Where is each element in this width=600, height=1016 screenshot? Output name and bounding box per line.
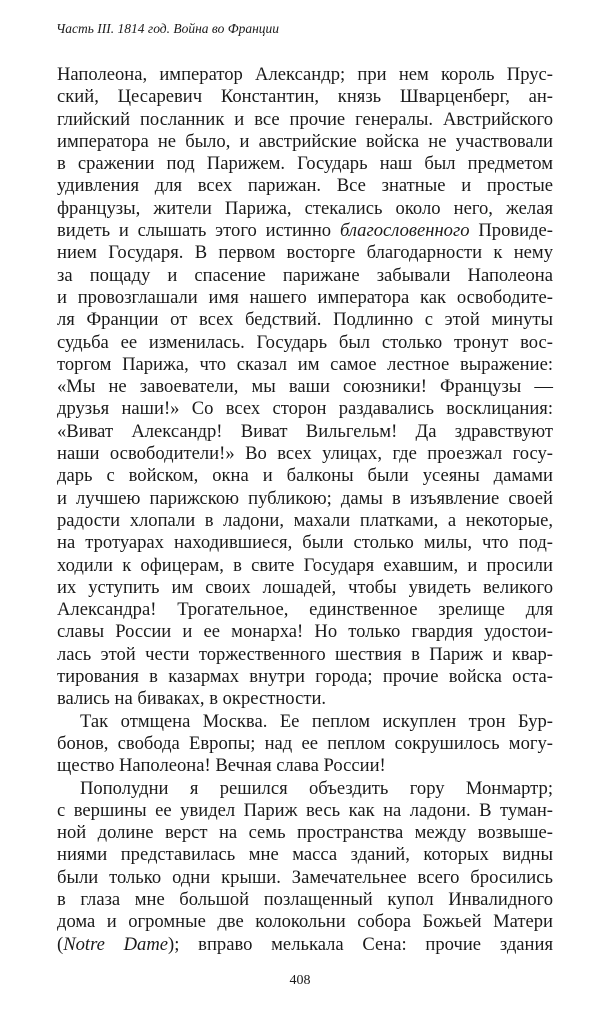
text-segment: ский, Цесаревич Константин, князь Шварценберг, ан- [57, 86, 553, 108]
text-line [57, 265, 553, 287]
text-segment: «Мы не завоеватели, мы ваши союзники! Французы — [57, 376, 553, 398]
body-text [57, 64, 553, 956]
text-line [57, 287, 553, 309]
text-line [57, 644, 553, 666]
text-segment: славы России и ее монарха! Но только гвардия удостои- [57, 621, 553, 643]
italic-text: Notre Dame [63, 933, 169, 955]
text-line [57, 354, 553, 376]
text-line [57, 934, 553, 956]
text-segment: и лучшею парижскою публикою; дамы в изъявление своей [57, 487, 553, 509]
text-line [57, 443, 553, 465]
text-segment: нием Государя. В первом восторге благодарности к нему [57, 242, 553, 264]
text-segment: глийский посланник и все прочие генералы. Австрийского [57, 108, 553, 130]
text-segment: торгом Парижа, что сказал им самое лестное выражение: [57, 353, 553, 375]
text-segment: судьба ее изменилась. Государь был столько тронут вос- [57, 331, 553, 353]
text-line [57, 555, 553, 577]
text-line [57, 778, 553, 800]
text-line [57, 465, 553, 487]
text-line [57, 532, 553, 554]
text-segment: ); вправо мелькала Сена: прочие здания [168, 933, 553, 955]
text-segment: дарь с войском, окна и балконы были усеяны дамами [57, 465, 553, 487]
text-segment: их уступить им своих лошадей, чтобы увидеть великого [57, 576, 553, 598]
text-segment: наши освободители!» Во всех улицах, где проезжал госу- [57, 443, 553, 465]
text-line [57, 109, 553, 131]
text-line [57, 242, 553, 264]
text-segment: ля Франции от всех бедствий. Подлинно с этой минуты [57, 309, 553, 331]
text-line [57, 844, 553, 866]
text-segment: и провозглашали имя нашего императора как освободите- [57, 286, 553, 308]
text-line [57, 153, 553, 175]
text-segment: в сражении под Парижем. Государь наш был предметом [57, 153, 553, 175]
text-segment: удивления для всех парижан. Все знатные и простые [57, 175, 553, 197]
text-line [57, 577, 553, 599]
text-line [57, 621, 553, 643]
text-line [57, 131, 553, 153]
text-line [57, 398, 553, 420]
text-line [57, 488, 553, 510]
text-segment: видеть и слышать этого истинно [57, 220, 340, 242]
text-line [57, 733, 553, 755]
paragraph [57, 64, 553, 711]
text-segment: французы, жители Парижа, стекались около него, желая [57, 197, 553, 219]
text-line [57, 198, 553, 220]
text-segment: щество Наполеона! Вечная слава России! [57, 755, 386, 777]
text-segment: дома и огромные две колокольни собора Божьей Матери [57, 911, 553, 933]
text-segment: императора не было, и австрийские войска не участвовали [57, 130, 553, 152]
text-line [57, 421, 553, 443]
text-segment: Александра! Трогательное, единственное зрелище для [57, 599, 553, 621]
text-segment: радости хлопали в ладони, махали платками, а некоторые, [57, 509, 553, 531]
running-head: Часть III. 1814 год. Война во Франции [56, 21, 280, 36]
text-segment: на тротуарах находившиеся, были столько милы, что под- [57, 532, 553, 554]
text-segment: бонов, свобода Европы; над ее пеплом сокрушилось могу- [57, 732, 553, 754]
text-segment: Пополудни я решился объездить гору Монмартр; [80, 777, 553, 799]
text-segment: ной долине верст на семь пространства между возвыше- [57, 822, 553, 844]
text-line [57, 86, 553, 108]
text-line [57, 510, 553, 532]
paragraph [57, 778, 553, 956]
text-segment: ниями представилась мне масса зданий, которых видны [57, 844, 553, 866]
text-segment: лась этой чести торжественного шествия в Париж и квар- [57, 643, 553, 665]
text-line [57, 666, 553, 688]
text-line [57, 175, 553, 197]
text-segment: тирования в казармах внутри города; прочие войска оста- [57, 666, 553, 688]
paragraph [57, 711, 553, 778]
text-segment: с вершины ее увидел Париж весь как на ладони. В туман- [57, 799, 553, 821]
text-segment: в глаза мне большой позлащенный купол Инвалидного [57, 888, 553, 910]
text-line [57, 800, 553, 822]
text-line [57, 889, 553, 911]
text-segment: друзья наши!» Со всех сторон раздавались восклицания: [57, 398, 553, 420]
text-segment: за пощаду и спасение парижане забывали Наполеона [57, 264, 553, 286]
italic-text: благословенного [339, 220, 470, 242]
text-line [57, 688, 553, 710]
text-segment: Так отмщена Москва. Ее пеплом искуплен трон Бур- [80, 710, 553, 732]
text-segment: вались на биваках, в окрестности. [57, 688, 327, 710]
text-line [57, 755, 553, 777]
text-segment: были только одни крыши. Замечательнее всего бросились [57, 866, 553, 888]
text-line [57, 822, 553, 844]
text-segment: ходили к офицерам, в свите Государя ехавшим, и просили [57, 554, 553, 576]
text-segment: Провиде- [469, 220, 553, 242]
text-line [57, 867, 553, 889]
text-line [57, 309, 553, 331]
text-line [57, 220, 553, 242]
text-line [57, 911, 553, 933]
text-line [57, 711, 553, 733]
text-line [57, 376, 553, 398]
text-line [57, 599, 553, 621]
text-line [57, 64, 553, 86]
page-number: 408 [289, 973, 311, 988]
text-segment: ( [57, 933, 64, 955]
text-segment: «Виват Александр! Виват Вильгельм! Да здравствуют [57, 420, 553, 442]
text-segment: Наполеона, император Александр; при нем король Прус- [57, 64, 553, 85]
text-line [57, 332, 553, 354]
